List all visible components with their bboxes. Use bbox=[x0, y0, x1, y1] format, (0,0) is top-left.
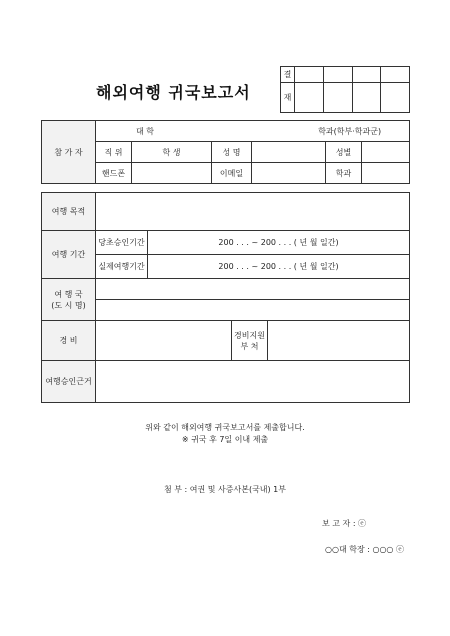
approval-basis-field[interactable] bbox=[96, 361, 410, 403]
expense-field[interactable] bbox=[96, 321, 232, 361]
phone-label: 핸드폰 bbox=[96, 163, 132, 184]
submission-statement: 위와 같이 해외여행 귀국보고서를 제출합니다. bbox=[145, 423, 305, 432]
gender-field[interactable] bbox=[362, 142, 410, 163]
position-label: 직 위 bbox=[96, 142, 132, 163]
country-field-1[interactable] bbox=[96, 279, 410, 300]
position-value: 학 생 bbox=[132, 142, 212, 163]
approved-period-value[interactable]: 200 . . . ~ 200 . . . ( 년 월 일간) bbox=[148, 231, 410, 255]
approval-box bbox=[280, 66, 410, 113]
name-field[interactable] bbox=[252, 142, 326, 163]
participant-table bbox=[41, 120, 410, 184]
department-label: 학과(학부·학과군) bbox=[318, 126, 382, 136]
period-label: 여행 기간 bbox=[42, 231, 96, 279]
president-line: ○○대 학장 : ○○○ ⓔ bbox=[325, 545, 404, 554]
name-label: 성 명 bbox=[212, 142, 252, 163]
phone-field[interactable] bbox=[132, 163, 212, 184]
approval-label-1: 결 bbox=[281, 67, 295, 83]
approved-period-label: 당초승인기간 bbox=[96, 231, 148, 255]
page-title: 해외여행 귀국보고서 bbox=[96, 83, 251, 102]
participant-header: 참 가 자 bbox=[42, 121, 96, 184]
email-label: 이메일 bbox=[212, 163, 252, 184]
support-ministry-field[interactable] bbox=[268, 321, 410, 361]
approval-label-2: 재 bbox=[281, 83, 295, 113]
purpose-label: 여행 목적 bbox=[42, 193, 96, 231]
reporter-line: 보 고 자 : ⓔ bbox=[322, 519, 367, 528]
trip-table bbox=[41, 192, 410, 403]
country-label: 여 행 국 (도 시 명) bbox=[42, 279, 96, 321]
college-label: 대 학 bbox=[136, 126, 154, 136]
actual-period-label: 실제여행기간 bbox=[96, 255, 148, 279]
attachment-line: 첨 부 : 여권 및 사증사본(국내) 1부 bbox=[163, 485, 287, 494]
country-field-2[interactable] bbox=[96, 300, 410, 321]
support-ministry-label: 경비지원 부 처 bbox=[232, 321, 268, 361]
email-field[interactable] bbox=[252, 163, 326, 184]
gender-label: 성별 bbox=[326, 142, 362, 163]
expense-label: 경 비 bbox=[42, 321, 96, 361]
actual-period-value[interactable]: 200 . . . ~ 200 . . . ( 년 월 일간) bbox=[148, 255, 410, 279]
purpose-field[interactable] bbox=[96, 193, 410, 231]
major-label: 학과 bbox=[326, 163, 362, 184]
major-field[interactable] bbox=[362, 163, 410, 184]
submission-note: ※ 귀국 후 7일 이내 제출 bbox=[181, 435, 269, 444]
approval-basis-label: 여행승인근거 bbox=[42, 361, 96, 403]
